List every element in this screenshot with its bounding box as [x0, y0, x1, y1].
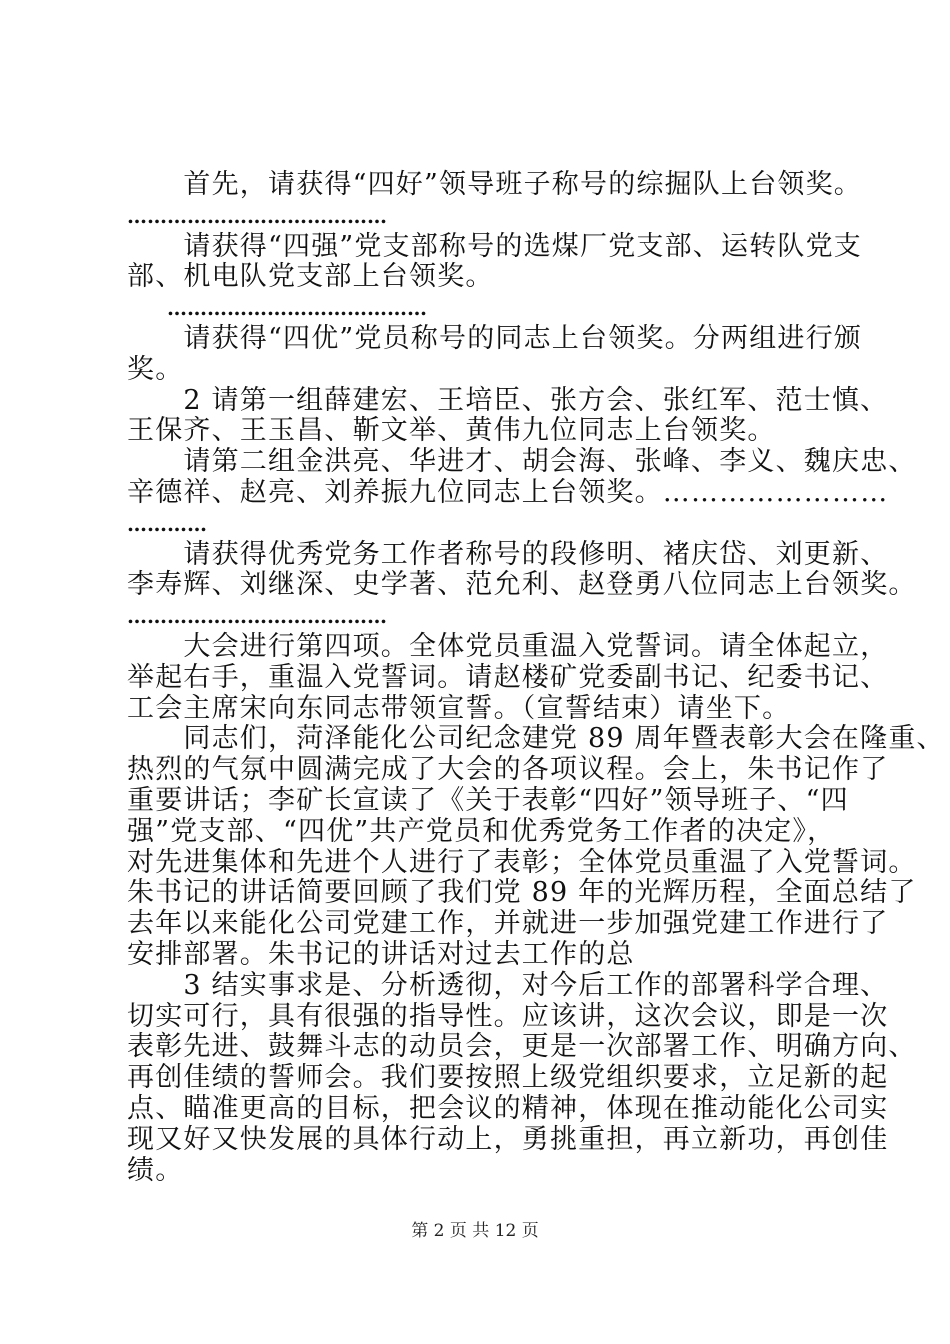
dotted-leader-line: …………………………………	[127, 604, 387, 629]
text-line: 李寿辉、刘继深、史学著、范允利、赵登勇八位同志上台领奖。	[127, 569, 917, 601]
document-body	[127, 169, 945, 1186]
text-line: 去年以来能化公司党建工作，并就进一步加强党建工作进行了	[127, 908, 889, 940]
text-line: 请获得优秀党务工作者称号的段修明、褚庆岱、刘更新、	[127, 538, 889, 570]
text-line: 表彰先进、鼓舞斗志的动员会，更是一次部署工作、明确方向、	[127, 1031, 917, 1063]
text-line: 举起右手，重温入党誓词。请赵楼矿党委副书记、纪委书记、	[127, 661, 889, 693]
text-line: 奖。	[127, 353, 184, 385]
dotted-leader-line: …………	[127, 511, 207, 536]
text-line: 王保齐、王玉昌、靳文举、黄伟九位同志上台领奖。	[127, 415, 776, 447]
text-line: 朱书记的讲话简要回顾了我们党 89 年的光辉历程，全面总结了	[127, 877, 917, 909]
text-line: 绩。	[127, 1154, 184, 1186]
page-number: 第 2 页 共 12 页	[411, 1221, 539, 1241]
text-line: 3 结实事求是、分析透彻，对今后工作的部署科学合理、	[127, 969, 889, 1001]
text-line: 大会进行第四项。全体党员重温入党誓词。请全体起立，	[127, 630, 889, 662]
text-line: 重要讲话；李矿长宣读了《关于表彰“四好”领导班子、“四	[127, 784, 849, 816]
text-line: 工会主席宋向东同志带领宣誓。（宣誓结束）请坐下。	[127, 692, 791, 724]
dotted-leader-line: …………………………………	[127, 203, 387, 228]
text-line: 强”党支部、“四优”共产党员和优秀党务工作者的决定》，	[127, 815, 836, 847]
text-line: 请获得“四强”党支部称号的选煤厂党支部、运转队党支	[127, 230, 863, 262]
dotted-leader-line: …………………………………	[127, 296, 427, 321]
text-line: 热烈的气氛中圆满完成了大会的各项议程。会上，朱书记作了	[127, 754, 889, 786]
text-line: 切实可行，具有很强的指导性。应该讲，这次会议，即是一次	[127, 1000, 889, 1032]
text-line: 首先，请获得“四好”领导班子称号的综掘队上台领奖。	[127, 169, 863, 200]
text-line: 请第二组金洪亮、华进才、胡会海、张峰、李义、魏庆忠、	[127, 446, 917, 478]
text-line: 对先进集体和先进个人进行了表彰；全体党员重温了入党誓词。	[127, 846, 917, 878]
text-line: 辛德祥、赵亮、刘养振九位同志上台领奖。……………………	[127, 476, 889, 508]
text-line: 同志们，菏泽能化公司纪念建党 89 周年暨表彰大会在隆重、	[127, 723, 945, 755]
text-line: 部、机电队党支部上台领奖。	[127, 261, 494, 293]
text-line: 请获得“四优”党员称号的同志上台领奖。分两组进行颁	[127, 322, 863, 354]
text-line: 2 请第一组薛建宏、王培臣、张方会、张红军、范士慎、	[127, 384, 889, 416]
page-footer	[0, 1216, 950, 1241]
text-line: 安排部署。朱书记的讲话对过去工作的总	[127, 938, 635, 970]
text-line: 点、瞄准更高的目标，把会议的精神，体现在推动能化公司实	[127, 1092, 889, 1124]
text-line: 再创佳绩的誓师会。我们要按照上级党组织要求，立足新的起	[127, 1062, 889, 1094]
text-line: 现又好又快发展的具体行动上，勇挑重担，再立新功，再创佳	[127, 1123, 889, 1155]
